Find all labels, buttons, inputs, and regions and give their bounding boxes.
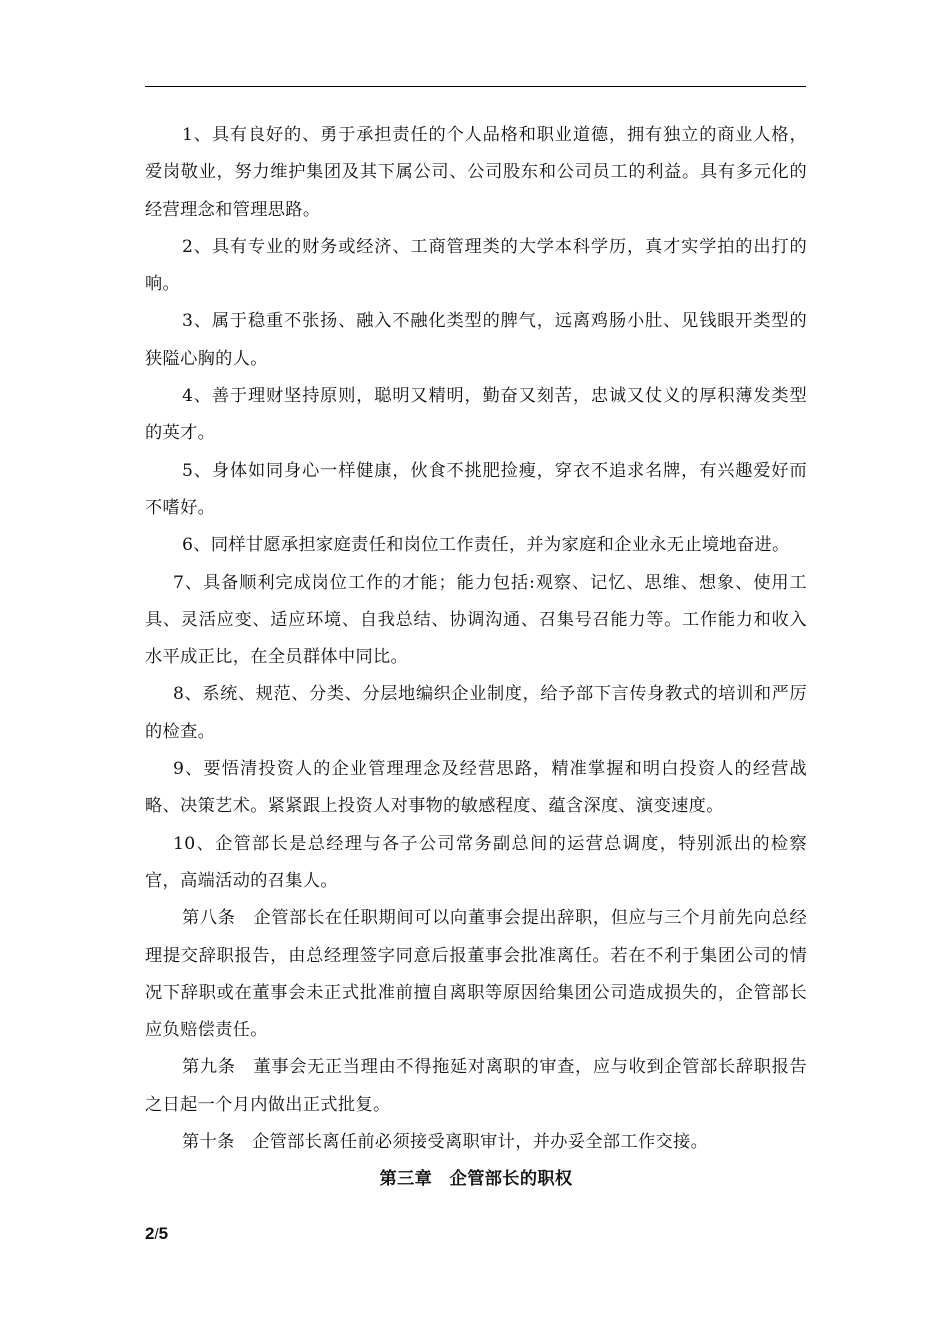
page-separator: / <box>154 1226 159 1243</box>
document-body <box>145 117 807 1199</box>
list-item: 2、具有专业的财务或经济、工商管理类的大学本科学历，真才实学拍的出打的响。 <box>145 236 807 295</box>
page-current: 2 <box>145 1224 155 1243</box>
article-paragraph: 第十条 企管部长离任前必须接受离职审计，并办妥全部工作交接。 <box>182 1132 709 1153</box>
list-item: 1、具有良好的、勇于承担责任的个人品格和职业道德，拥有独立的商业人格，爱岗敬业，努力维护集团及其下属公司、公司股东和公司员工的利益。具有多元化的经营理念和管理思路。 <box>145 125 807 220</box>
list-item: 6、同样甘愿承担家庭责任和岗位工作责任，并为家庭和企业永无止境地奋进。 <box>182 535 790 556</box>
header-rule <box>145 86 806 87</box>
list-item: 9、要悟清投资人的企业管理理念及经营思路，精准掌握和明白投资人的经营战略、决策艺术。紧紧跟上投资人对事物的敏感程度、蕴含深度、演变速度。 <box>145 759 807 817</box>
list-item: 10、企管部长是总经理与各子公司常务副总间的运营总调度，特别派出的检察官，高端活动的召集人。 <box>145 833 807 891</box>
list-item: 7、具备顺利完成岗位工作的才能；能力包括:观察、记忆、思维、想象、使用工具、灵活应变、适应环境、自我总结、协调沟通、召集号召能力等。工作能力和收入水平成正比，在全员群体中同比。 <box>145 572 807 668</box>
chapter-heading: 第三章 企管部长的职权 <box>379 1169 573 1190</box>
list-item: 5、身体如同身心一样健康，伙食不挑肥捡瘦，穿衣不追求名牌，有兴趣爱好而不嗜好。 <box>145 460 807 518</box>
list-item: 8、系统、规范、分类、分层地编织企业制度，给予部下言传身教式的培训和严厉的检查。 <box>145 684 807 742</box>
page-total: 5 <box>158 1224 169 1243</box>
list-item: 4、善于理财坚持原则，聪明又精明，勤奋又刻苦，忠诚又仗义的厚积薄发类型的英才。 <box>145 386 807 444</box>
list-item: 3、属于稳重不张扬、融入不融化类型的脾气，远离鸡肠小肚、见钱眼开类型的狭隘心胸的人。 <box>145 311 807 369</box>
page-number <box>145 1224 168 1244</box>
article-paragraph: 第九条 董事会无正当理由不得拖延对离职的审查，应与收到企管部长辞职报告之日起一个月内做出正式批复。 <box>145 1057 807 1115</box>
article-paragraph: 第八条 企管部长在任职期间可以向董事会提出辞职，但应与三个月前先向总经理提交辞职报告，由总经理签字同意后报董事会批准离任。若在不利于集团公司的情况下辞职或在董事会未正式批准前擅自离职等原因给集团公司造成损失的，企管部长应负赔偿责任。 <box>145 908 807 1041</box>
